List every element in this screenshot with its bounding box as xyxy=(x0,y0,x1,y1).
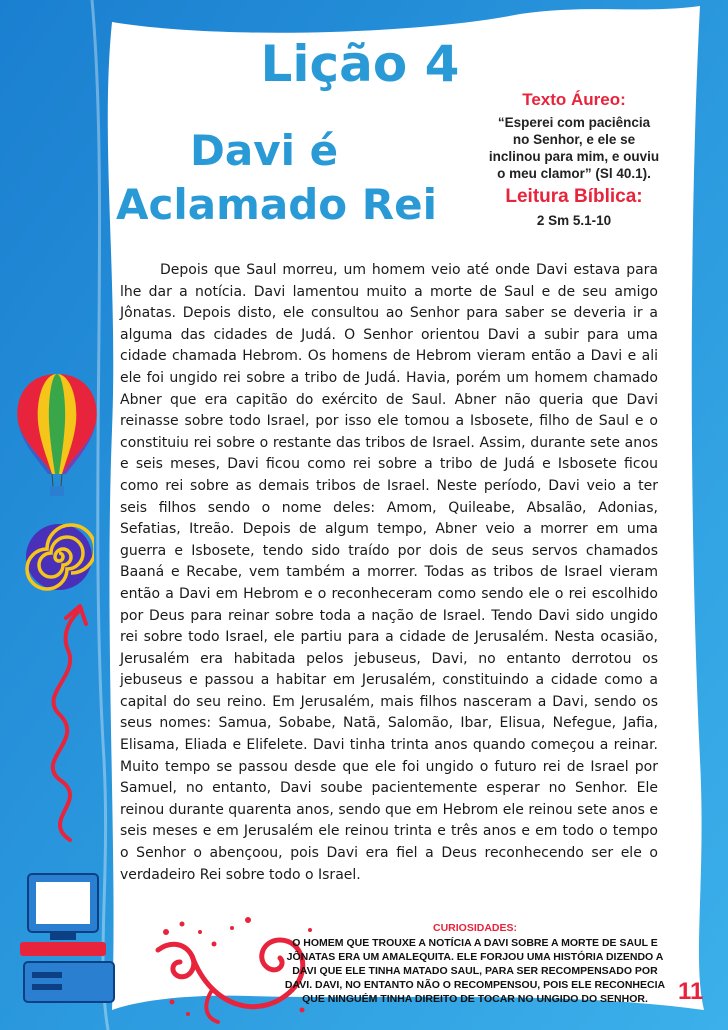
lesson-title-line1: Davi é xyxy=(190,126,339,175)
curiosities-text: O HOMEM QUE TROUXE A NOTÍCIA A DAVI SOBRE A MORTE DE SAUL E JÔNATAS ERA UM AMALEQUITA. ELE FORJOU UMA HISTÓRIA DIZENDO A DAVI QUE ELE TINHA MATADO SAUL, PARA SER RECOMPENSADO POR DAVI. DAVI, NO ENTANTO NÃO O RECOMPENSOU, POIS ELE RECONHECIA QUE NINGUÉM TINHA DIREITO DE TOCAR NO UNGIDO DO SENHOR. xyxy=(284,937,666,1005)
spiral-icon xyxy=(24,522,94,592)
bible-reading-reference: 2 Sm 5.1-10 xyxy=(536,213,612,228)
bible-reading-heading: Leitura Bíblica: xyxy=(505,186,643,207)
lesson-number-title: Lição 4 xyxy=(260,35,460,93)
golden-text: “Esperei com paciência no Senhor, e ele se inclinou para mim, e ouviu o meu clamor” (Sl 40.1). xyxy=(488,115,660,181)
lesson-title-line2: Aclamado Rei xyxy=(116,180,438,229)
page-number: 11 xyxy=(678,978,704,1005)
lesson-sidebox xyxy=(488,90,660,229)
curiosities-heading: CURIOSIDADES: xyxy=(432,922,517,934)
golden-text-heading: Texto Áureo: xyxy=(522,90,626,109)
curiosities-box xyxy=(278,922,672,1006)
computer-icon xyxy=(14,868,124,1008)
hot-air-balloon-icon xyxy=(12,370,102,500)
squiggle-arrow-icon xyxy=(30,600,110,850)
lesson-body-text: Depois que Saul morreu, um homem veio até onde Davi estava para lhe dar a notícia. Davi lamentou muito a morte de Saul e de seu amigo Jônatas. Depois disto, ele consultou ao Senhor para saber se deveria ir a alguma das cidades de Judá. O Senhor orientou Davi a subir para uma cidade chamada Hebrom. Os homens de Hebrom vieram então a Davi e ali ele foi ungido rei sobre a tribo de Judá. Havia, porém um homem chamado Abner que era capitão do exército de Saul. Abner não queria que Davi reinasse sobre todo Israel, por isso ele tomou a Isbosete, filho de Saul e o constituiu rei sobre o restante das tribos de Israel. Assim, durante sete anos e seis meses, Davi ficou como rei sobre a tribo de Judá e Isbosete ficou como rei sobre as demais tribos de Israel. Neste período, Davi veio a ter seis filhos sendo o nome deles: Amom, Quileabe, Absalão, Adonias, Sefatias, Itreão. Depois de algum tempo, Abner veio a morrer em uma guerra e Isbosete, tendo sido traído por dois de seus servos chamados Baaná e Recabe, vem também a morrer. Todas as tribos de Israel vieram então a Davi em Hebrom e o reconheceram como sendo ele o rei escolhido por Deus para reinar sobre toda a nação de Israel. Tendo Davi sido ungido rei sobre todo Israel, ele partiu para a cidade de Jerusalém. Nesta ocasião, Jerusalém era habitada pelos jebuseus, Davi, no entanto derrotou os jebuseus e passou a habitar em Jerusalém, constituindo a cidade como a capital do seu reino. Em Jerusalém, mais filhos nasceram a Davi, sendo os seus nomes: Samua, Sobabe, Natã, Salomão, Ibar, Elisua, Nefegue, Jafia, Elisama, Eliada e Elifelete. Davi tinha trinta anos quando começou a reinar. Muito tempo se passou desde que ele foi ungido o futuro rei de Israel por Samuel, no entanto, Davi soube pacientemente esperar no Senhor. Ele reinou durante quarenta anos, sendo que em Hebrom ele reinou sete anos e seis meses e em Jerusalém ele reinou trinta e três anos e em todo o tempo o Senhor o abençoou, pois Davi era fiel a Deus reconhecendo ser ele o verdadeiro Rei sobre todo o Israel. xyxy=(120,262,658,883)
